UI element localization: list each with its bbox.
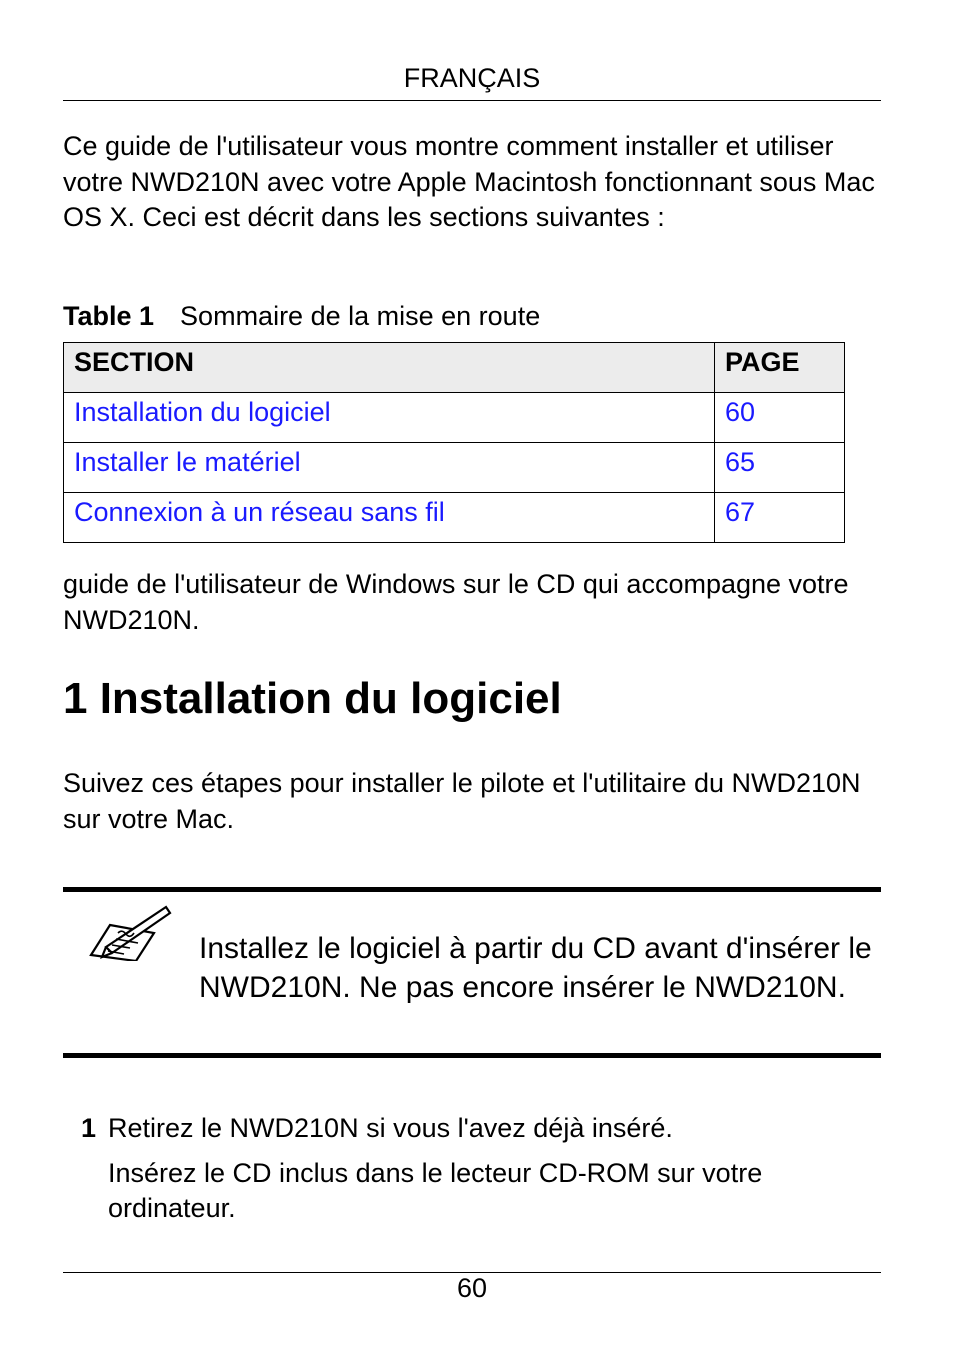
page-number: 60: [456, 1273, 488, 1303]
header-rule: [63, 100, 881, 101]
summary-table: [63, 342, 845, 543]
column-header-page: PAGE: [715, 343, 845, 393]
pencil-note-icon: [88, 903, 172, 961]
table-row: [64, 393, 845, 443]
page-link[interactable]: 67: [715, 493, 845, 543]
table-caption-label: Table 1: [63, 301, 155, 331]
windows-guide-paragraph: guide de l'utilisateur de Windows sur le CD qui accompagne votre NWD210N.: [63, 569, 849, 635]
note-top-rule: [63, 887, 881, 892]
intro-paragraph: Ce guide de l'utilisateur vous montre comment installer et utiliser votre NWD210N avec votre Apple Macintosh fonctionnant sous Mac OS X. Ceci est décrit dans les sections suivantes :: [63, 131, 875, 232]
table-header-row: [64, 343, 845, 393]
table-caption: [63, 299, 540, 333]
step-subtext: Insérez le CD inclus dans le lecteur CD-ROM sur votre ordinateur.: [108, 1158, 763, 1223]
section-heading: 1 Installation du logiciel: [63, 674, 562, 723]
section-link[interactable]: Connexion à un réseau sans fil: [64, 493, 715, 543]
step-text: Retirez le NWD210N si vous l'avez déjà inséré.: [108, 1113, 673, 1143]
table-row: [64, 493, 845, 543]
note-bottom-rule: [63, 1053, 881, 1058]
running-header: FRANÇAIS: [403, 63, 541, 93]
page-link[interactable]: 65: [715, 443, 845, 493]
table-row: [64, 443, 845, 493]
page-link[interactable]: 60: [715, 393, 845, 443]
note-text: Installez le logiciel à partir du CD avant d'insérer le NWD210N. Ne pas encore insérer le NWD210N.: [199, 932, 872, 1004]
section-intro-paragraph: Suivez ces étapes pour installer le pilote et l'utilitaire du NWD210N sur votre Mac.: [63, 768, 861, 834]
step-number: 1: [81, 1113, 97, 1143]
section-link[interactable]: Installer le matériel: [64, 443, 715, 493]
section-link[interactable]: Installation du logiciel: [64, 393, 715, 443]
column-header-section: SECTION: [64, 343, 715, 393]
step-item: [81, 1111, 673, 1146]
table-caption-title: Sommaire de la mise en route: [180, 301, 541, 331]
